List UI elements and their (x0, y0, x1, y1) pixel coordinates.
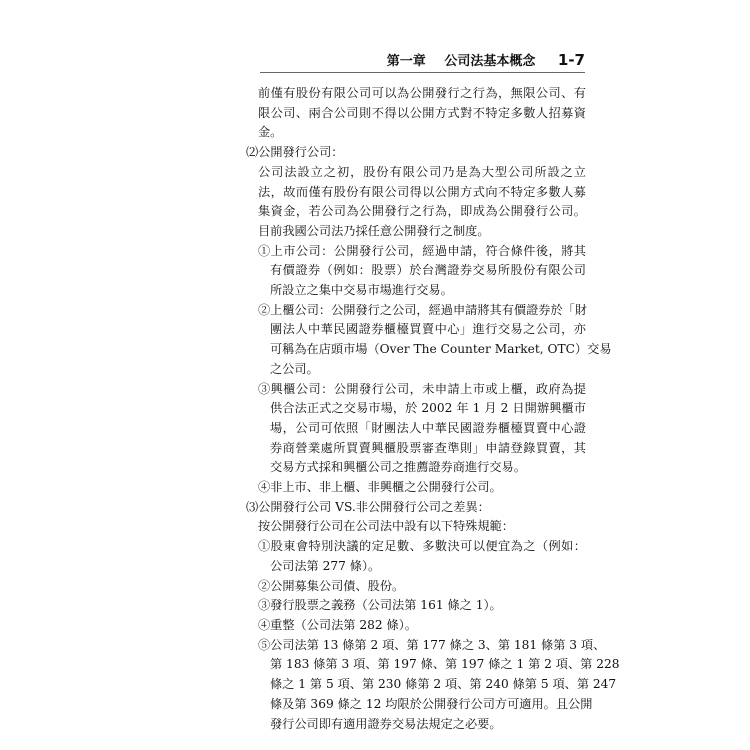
text-line: 限公司、兩合公司則不得以公開方式對不特定多數人招募資 (258, 105, 586, 120)
text-line: 可稱為在店頭市場（Over The Counter Market, OTC）交易 (270, 342, 612, 357)
text-line: 公司法第 277 條）。 (270, 558, 381, 573)
text-line: 公司法設立之初，股份有限公司乃是為大型公司所設之立 (258, 164, 586, 179)
header-rule (260, 72, 585, 73)
section-3-heading: ⑶公開發行公司 VS.非公開發行公司之差異： (246, 499, 490, 514)
text-line: 團法人中華民國證券櫃檯買賣中心」進行交易之公司，亦 (270, 322, 586, 337)
intro-paragraph (246, 84, 586, 143)
body-text (246, 84, 620, 734)
text-line: ②公開募集公司債、股份。 (258, 578, 405, 593)
text-line: 發行公司即有適用證券交易法規定之必要。 (270, 716, 502, 731)
list-item (246, 478, 586, 498)
section-2-heading: ⑵公開發行公司： (246, 145, 344, 160)
text-line: 所設立之集中交易市場進行交易。 (270, 283, 453, 298)
text-line: 場，公司可依照「財團法人中華民國證券櫃檯買賣中心證 (270, 420, 586, 435)
section-2-paragraph (246, 163, 586, 242)
running-header (387, 50, 585, 69)
text-line: 目前我國公司法乃採任意公開發行之制度。 (258, 223, 490, 238)
list-item (246, 537, 586, 576)
text-line: ③興櫃公司：公開發行公司，未申請上市或上櫃，政府為提 (258, 381, 586, 396)
text-line: 按公開發行公司在公司法中設有以下特殊規範： (258, 519, 514, 534)
text-line: 前僅有股份有限公司可以為公開發行之行為，無限公司、有 (258, 86, 586, 100)
text-line: 之公司。 (270, 361, 319, 376)
chapter-label: 第一章 (386, 54, 426, 69)
list-item (246, 380, 586, 479)
text-line: ④非上市、非上櫃、非興櫃之公開發行公司。 (258, 480, 502, 495)
text-line: 第 183 條第 3 項、第 197 條、第 197 條之 1 第 2 項、第 228 (270, 657, 620, 672)
text-line: 條之 1 第 5 項、第 230 條第 2 項、第 240 條第 5 項、第 247 (270, 677, 617, 692)
list-item (246, 616, 586, 636)
section-3-paragraph (246, 517, 586, 537)
text-line: 條及第 369 條之 12 均限於公開發行公司方可適用。且公開 (270, 696, 593, 711)
list-item (246, 636, 620, 735)
text-line: 法，故而僅有股份有限公司得以公開方式向不特定多數人募 (258, 184, 586, 199)
text-line: 金。 (258, 125, 283, 140)
text-line: ④重整（公司法第 282 條）。 (258, 617, 417, 632)
chapter-subject: 公司法基本概念 (444, 54, 536, 69)
page-number: 1-7 (557, 51, 585, 69)
list-item (246, 301, 612, 380)
list-item (246, 596, 586, 616)
text-line: 供合法正式之交易市場，於 2002 年 1 月 2 日開辦興櫃市 (270, 401, 586, 416)
text-line: ①上市公司：公開發行公司，經過申請，符合條件後，將其 (258, 243, 586, 258)
text-line: ⑤公司法第 13 條第 2 項、第 177 條之 3、第 181 條第 3 項、 (258, 637, 606, 652)
text-line: 交易方式採和興櫃公司之推薦證券商進行交易。 (270, 460, 526, 475)
text-line: 有價證券（例如：股票）於台灣證券交易所股份有限公司 (270, 263, 586, 278)
text-line: 券商營業處所買賣興櫃股票審查準則」申請登錄買賣，其 (270, 440, 586, 455)
text-line: ②上櫃公司：公開發行之公司，經過申請將其有價證券於「財 (258, 302, 588, 317)
list-item (246, 577, 586, 597)
text-line: ③發行股票之義務（公司法第 161 條之 1）。 (258, 598, 502, 613)
text-line: ①股東會特別決議的定足數、多數決可以便宜為之（例如： (258, 539, 586, 554)
text-line: 集資金，若公司為公開發行之行為，即成為公開發行公司。 (258, 204, 586, 219)
list-item (246, 242, 586, 301)
